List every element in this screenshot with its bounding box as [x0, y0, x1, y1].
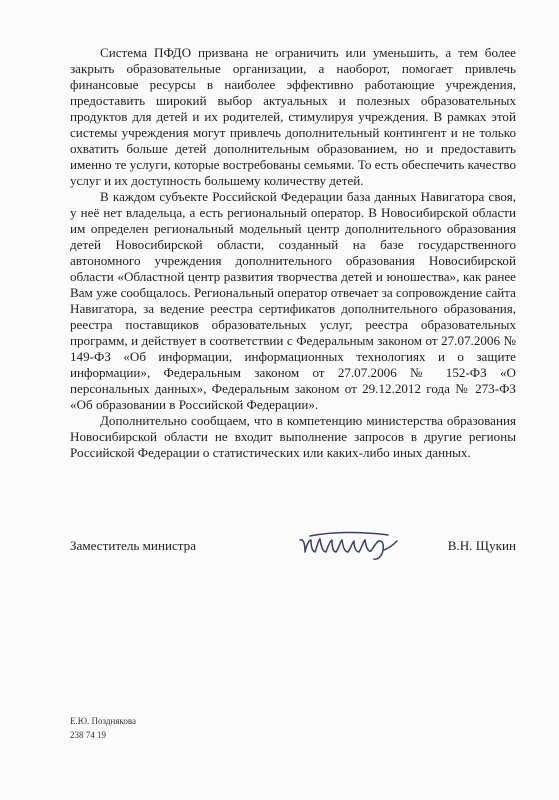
signature-block [70, 535, 516, 565]
paragraph-navigator-database: В каждом субъекте Российской Федерации база данных Навигатора своя, у неё нет владельца, а есть региональный оператор. В Новосибирской области им определен региональный модельный центр дополнительного образования детей Новосибирской области, созданный на базе государственного автономного учреждения дополнительного образования Новосибирской области «Областной центр развития творчества детей и юношества», как ранее Вам уже сообщалось. Региональный оператор отвечает за сопровождение сайта Навигатора, за ведение реестра сертификатов дополнительного образования, реестра поставщиков образовательных услуг, реестра образовательных программ, и действует в соответствии с Федеральным законом от 27.07.2006 № 149-ФЗ «Об информации, информационных технологиях и о защите информации», Федеральным законом от 27.07.2006 № 152-ФЗ «О персональных данных», Федеральным законом от 29.12.2012 года № 273-ФЗ «Об образовании в Российской Федерации». [70, 189, 516, 412]
signatory-position: Заместитель министра [70, 538, 197, 553]
executor-footer [70, 714, 136, 742]
executor-name: Е.Ю. Позднякова [70, 716, 136, 726]
handwritten-signature [296, 528, 400, 562]
signatory-name: В.Н. Щукин [447, 538, 516, 553]
letter-body [70, 45, 516, 461]
paragraph-additional-info: Дополнительно сообщаем, что в компетенцию министерства образования Новосибирской области не входит выполнение запросов в другие регионы Российской Федерации о статистических или каких-либо иных данных. [70, 413, 516, 460]
paragraph-pfdo-system: Система ПФДО призвана не ограничить или уменьшить, а тем более закрыть образовательные организации, а наоборот, помогает привлечь финансовые ресурсы в наиболее эффективно работающие учреждения, предоставить широкий выбор актуальных и полезных образовательных продуктов для детей и их родителей, стимулируя учреждения. В рамках этой системы учреждения могут привлечь дополнительный контингент и не только охватить больше детей дополнительным образованием, но и предоставить именно те услуги, которые востребованы семьями. То есть обеспечить качество услуг и их доступность большему количеству детей. [70, 45, 516, 188]
executor-phone: 238 74 19 [70, 730, 106, 740]
